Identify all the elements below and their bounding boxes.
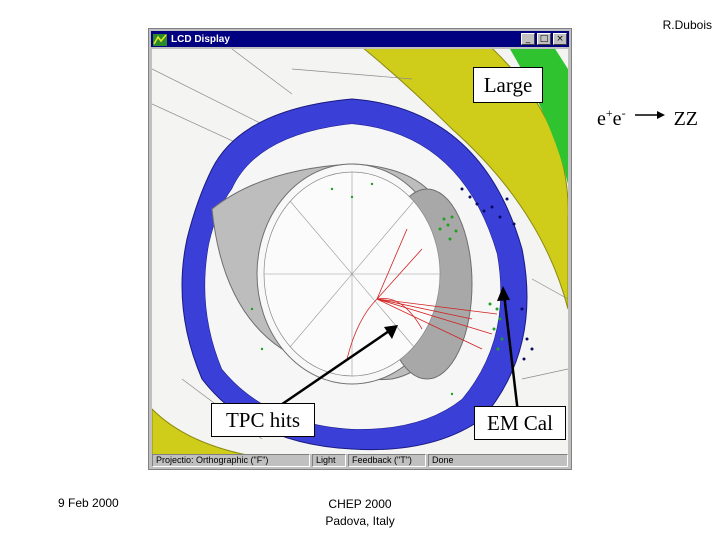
reaction-beam2: e <box>612 108 622 130</box>
author-label: R.Dubois <box>662 18 712 32</box>
footer-date: 9 Feb 2000 <box>58 496 119 510</box>
maximize-button[interactable]: □ <box>537 33 551 45</box>
status-light: Light <box>312 454 346 467</box>
reaction-charge2: - <box>621 106 626 120</box>
window-title: LCD Display <box>171 33 230 45</box>
reaction-final-state: ZZ <box>673 108 698 130</box>
em-cal-label: EM Cal <box>474 406 566 440</box>
close-button[interactable]: × <box>553 33 567 45</box>
window-titlebar[interactable] <box>151 31 569 47</box>
tpc-hits-label: TPC hits <box>211 403 315 437</box>
annotation-arrows <box>152 49 568 454</box>
reaction-charge1: + <box>605 106 613 120</box>
lcd-display-window <box>148 28 572 470</box>
large-label: Large <box>473 67 543 103</box>
app-icon <box>153 33 167 45</box>
emcal-arrow-icon <box>497 286 510 301</box>
reaction-arrow-icon <box>635 103 665 126</box>
reaction-beam1: e <box>597 108 606 130</box>
footer-conference <box>300 496 420 530</box>
reaction-label <box>597 106 698 131</box>
footer-conference-name: CHEP 2000 <box>328 497 392 511</box>
status-done: Done <box>428 454 568 467</box>
window-statusbar <box>152 454 568 467</box>
footer-conference-location: Padova, Italy <box>325 514 395 528</box>
status-projection: Projectio: Orthographic ("F") <box>152 454 310 467</box>
status-feedback: Feedback ("T") <box>348 454 426 467</box>
minimize-button[interactable]: _ <box>521 33 535 45</box>
event-display-viewport[interactable] <box>152 49 568 454</box>
